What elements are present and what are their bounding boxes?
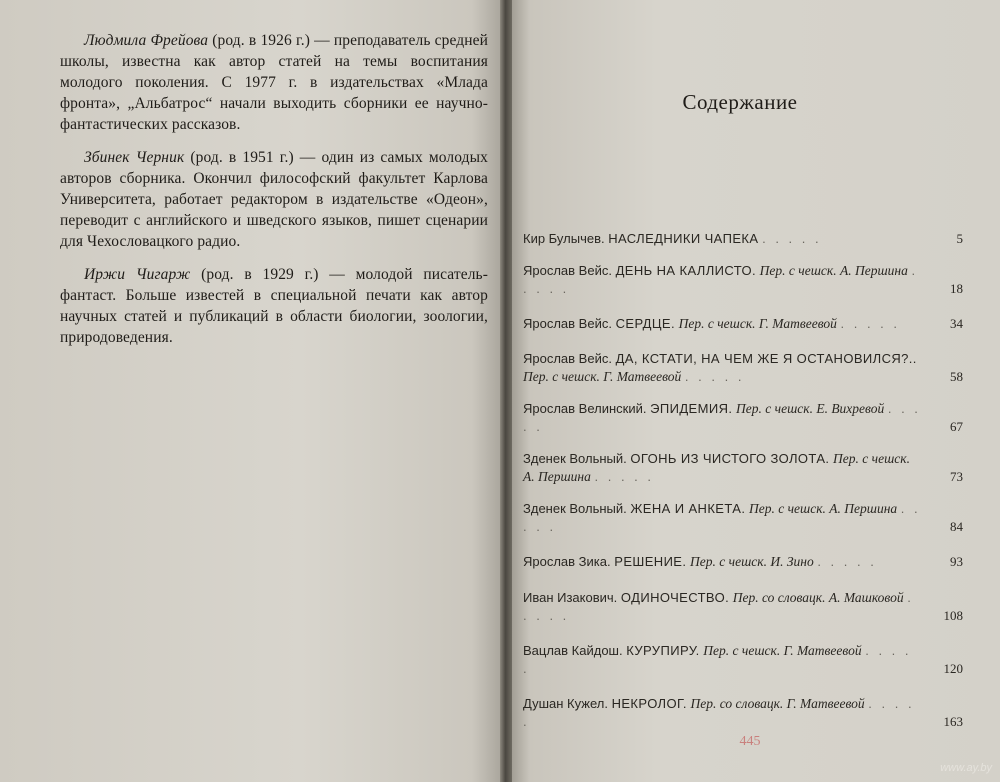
toc-translator: Пер. с чешск. Г. Матвеевой bbox=[523, 369, 682, 384]
toc-page-number: 34 bbox=[950, 316, 963, 331]
bio-text: (род. в 1926 г.) — преподаватель средней школы, известна как автор статей на темы воспитания молодого поколения. С 1977 г. в издательствах «Млада фронта», „Альбатрос“ начали выходить сборники ее научно-фантастических рассказов. bbox=[60, 32, 488, 133]
toc-leader-dots: . . . . . bbox=[523, 643, 912, 676]
table-of-contents bbox=[523, 230, 963, 731]
toc-entry bbox=[523, 450, 963, 486]
toc-translator: Пер. с чешск. И. Зино bbox=[690, 554, 814, 569]
bio-paragraph bbox=[60, 30, 488, 135]
bio-paragraph bbox=[60, 147, 488, 252]
toc-entry bbox=[523, 350, 963, 386]
toc-page-number: 120 bbox=[943, 661, 963, 676]
toc-leader-dots: . . . . . bbox=[523, 590, 914, 623]
toc-page-number: 5 bbox=[956, 231, 963, 246]
toc-leader-dots: . . . . . bbox=[762, 231, 822, 246]
toc-author: Зденек Вольный. bbox=[523, 451, 627, 466]
toc-leader-dots: . . . . . bbox=[523, 501, 921, 534]
toc-author: Ярослав Вейс. bbox=[523, 316, 612, 331]
toc-work: НЕКРОЛОГ. bbox=[611, 696, 687, 711]
toc-translator: Пер. с чешск. А. Першина bbox=[749, 501, 898, 516]
toc-author: Кир Булычев. bbox=[523, 231, 605, 246]
toc-translator: Пер. с чешск. А. Першина bbox=[523, 451, 910, 484]
toc-work: ЖЕНА И АНКЕТА. bbox=[630, 501, 746, 516]
toc-page-number: 84 bbox=[950, 519, 963, 534]
toc-leader-dots: . . . . . bbox=[523, 401, 921, 434]
toc-work: КУРУПИРУ. bbox=[626, 643, 700, 658]
toc-entry bbox=[523, 642, 963, 678]
bio-author: Людмила Фрейова bbox=[84, 32, 209, 49]
toc-leader-dots: . . . . . bbox=[523, 263, 919, 296]
toc-entry bbox=[523, 589, 963, 625]
book-gutter bbox=[500, 0, 512, 782]
toc-work: ОГОНЬ ИЗ ЧИСТОГО ЗОЛОТА. bbox=[630, 451, 830, 466]
toc-leader-dots: . . . . . bbox=[817, 554, 877, 569]
toc-author: Ярослав Велинский. bbox=[523, 401, 647, 416]
toc-translator: Пер. с чешск. Е. Вихревой bbox=[736, 401, 885, 416]
watermark: www.ay.by bbox=[940, 762, 992, 774]
toc-author: Душан Кужел. bbox=[523, 696, 608, 711]
toc-leader-dots: . . . . . bbox=[684, 369, 745, 384]
bio-paragraph bbox=[60, 264, 488, 348]
toc-author: Зденек Вольный. bbox=[523, 501, 627, 516]
toc-author: Вацлав Кайдош. bbox=[523, 643, 623, 658]
toc-translator: Пер. с чешск. Г. Матвеевой bbox=[703, 643, 862, 658]
toc-work: СЕРДЦЕ. bbox=[615, 316, 675, 331]
toc-page-number: 73 bbox=[950, 469, 963, 484]
toc-leader-dots: . . . . . bbox=[594, 469, 655, 484]
toc-translator: Пер. со словацк. А. Машковой bbox=[732, 590, 904, 605]
toc-translator: Пер. со словацк. Г. Матвеевой bbox=[690, 696, 865, 711]
toc-leader-dots: . . . . . bbox=[523, 696, 915, 729]
bio-author: Иржи Чигарж bbox=[84, 266, 191, 283]
toc-page-number: 108 bbox=[943, 608, 963, 623]
toc-author: Иван Изакович. bbox=[523, 590, 618, 605]
toc-entry bbox=[523, 500, 963, 536]
toc-author: Ярослав Вейс. bbox=[523, 263, 612, 278]
toc-author: Ярослав Вейс. bbox=[523, 351, 612, 366]
toc-page-number: 18 bbox=[950, 281, 963, 296]
toc-work: ДЕНЬ НА КАЛЛИСТО. bbox=[615, 263, 757, 278]
toc-leader-dots: . . . . . bbox=[840, 316, 901, 331]
author-bios bbox=[60, 30, 488, 360]
toc-work: ЭПИДЕМИЯ. bbox=[650, 401, 733, 416]
toc-page-number: 163 bbox=[943, 714, 963, 729]
toc-work: ДА, КСТАТИ, НА ЧЕМ ЖЕ Я ОСТАНОВИЛСЯ?.. bbox=[615, 351, 917, 366]
toc-work: РЕШЕНИЕ. bbox=[614, 554, 687, 569]
bio-author: Збинек Черник bbox=[84, 149, 185, 166]
toc-entry bbox=[523, 262, 963, 298]
toc-page-number: 93 bbox=[950, 554, 963, 569]
toc-page-number: 58 bbox=[950, 369, 963, 384]
toc-work: ОДИНОЧЕСТВО. bbox=[620, 590, 730, 605]
toc-translator: Пер. с чешск. А. Першина bbox=[759, 263, 908, 278]
toc-entry bbox=[523, 553, 963, 571]
page-number: 445 bbox=[739, 734, 761, 749]
toc-work: НАСЛЕДНИКИ ЧАПЕКА bbox=[608, 231, 759, 246]
toc-entry bbox=[523, 400, 963, 436]
bio-text: (род. в 1951 г.) — один из самых молодых авторов сборника. Окончил философский факультет Карлова Университета, работает редактором в издательстве «Одеон», переводит с английского и шведского языков, пишет сценарии для Чехословацкого радио. bbox=[60, 149, 488, 250]
toc-title: Содержание bbox=[682, 90, 798, 114]
bio-text: (род. в 1929 г.) — молодой писатель-фантаст. Больше известей в специальной печати как автор научных статей и публикаций в области биологии, зоологии, природоведения. bbox=[60, 266, 488, 346]
toc-entry bbox=[523, 695, 963, 731]
toc-entry bbox=[523, 230, 963, 248]
toc-translator: Пер. с чешск. Г. Матвеевой bbox=[678, 316, 837, 331]
toc-page-number: 67 bbox=[950, 419, 963, 434]
toc-author: Ярослав Зика. bbox=[523, 554, 611, 569]
toc-entry bbox=[523, 315, 963, 333]
